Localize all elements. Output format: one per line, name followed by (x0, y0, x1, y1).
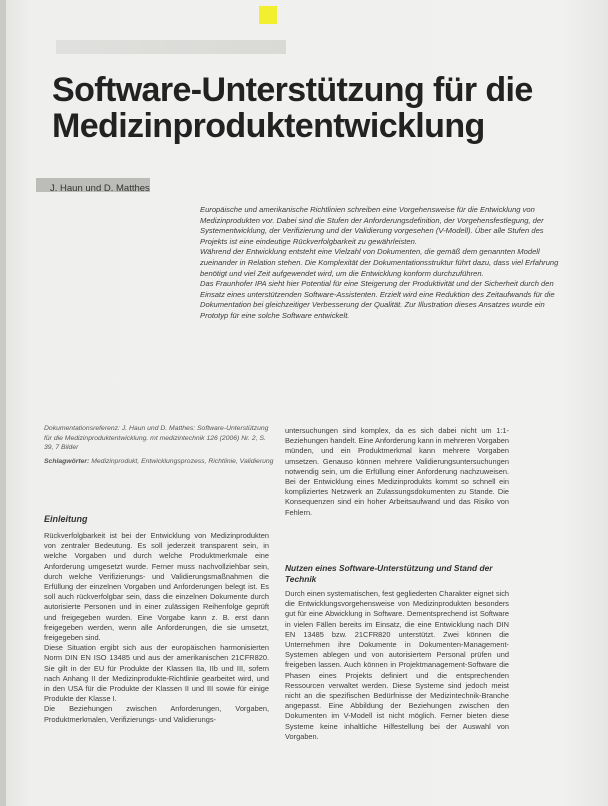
article-title (52, 72, 572, 144)
abstract (200, 205, 568, 322)
title-line-2: Medizinproduktentwicklung (52, 107, 485, 145)
keywords-line (44, 457, 274, 467)
body-paragraph: Die Beziehungen zwischen Anforderungen, Vorgaben, Produktmerkmalen, Verifizierungs- und Validierungs- (44, 704, 269, 724)
title-line-1: Software-Unterstützung für die (52, 71, 533, 109)
body-paragraph: Durch einen systematischen, fest gegliederten Charakter eignet sich die Entwicklungsvorgehensweise von Medizinprodukten besonders gut für eine Abwicklung in Software. Dementsprechend ist Software in vielen Fällen bereits im Einsatz, die eine Entwicklung nach DIN EN 13485 bzw. 21CFR820 unterstützt. Zwei können die Unternehmen ihre Dokumente in Dokumenten-Management-Systemen ablegen und von autorisiertem Personal prüfen und freigeben lassen. Auch können in Projektmanagement-Software die Phasen eines Projekts definiert und die entsprechenden Ressourcen verwaltet werden. Diese Systeme sind jedoch meist nicht an die spezifischen Bedürfnisse der Medizintechnik-Branche angepasst. Eine Abbildung der Beziehungen zwischen den Dokumenten im V-Modell ist nicht möglich. Ferner bieten diese Systeme keine inhaltliche Hilfestellung bei der Auswahl von Vorgaben. (285, 589, 509, 741)
section-kicker-bar (56, 40, 286, 54)
keywords-label: Schlagwörter: (44, 457, 90, 465)
body-paragraph: untersuchungen sind komplex, da es sich dabei nicht um 1:1-Beziehungen handelt. Eine Anforderung kann in mehreren Vorgaben münden, und ein Produktmerkmal kann mehrere Vorgaben umsetzen. Genauso können mehrere Validierungsuntersuchungen notwendig sein, um die Erfüllung einer Anforderung nachzuweisen. Bei der Entwicklung eines Medizinprodukts kommt so schnell ein kompliziertes Netzwerk an Zulassungsdokumenten zu Stande. Die Konsequenzen sind ein hoher Arbeitsaufwand und das Risiko von Fehlern. (285, 426, 509, 517)
body-paragraph: Rückverfolgbarkeit ist bei der Entwicklung von Medizinprodukten von zentraler Bedeutung. Es soll jederzeit transparent sein, in welche Vorgaben und durch welche Produktmerkmale eine Anforderung umgesetzt wurde. Ferner muss nachvollziehbar sein, durch welche Verifizierungs- und Validierungsmaßnahmen die Erfüllung der einzelnen Vorgaben und Anforderungen belegt ist. Es soll auch rückverfolgbar sein, dass die einzelnen Dokumente durch autorisierte Personen und in einer zulässigen Reihenfolge geprüft und freigegeben wurden. Eine Vorgabe kann z. B. erst dann freigegeben werden, wenn alle Anforderungen, die sie umsetzt, freigegeben sind. (44, 531, 269, 643)
section-kicker (56, 45, 62, 56)
author-bar (36, 178, 150, 192)
abstract-paragraph: Während der Entwicklung entsteht eine Vielzahl von Dokumenten, die gemäß dem genannten Modell zueinander in Relation stehen. Die Komplexität der Dokumentationsstruktur führt dazu, dass viel Erfahrung benötigt und viel Zeit aufgewendet wird, um die Entwicklung konform durchzuführen. (200, 247, 559, 278)
body-paragraph: Diese Situation ergibt sich aus der europäischen harmonisierten Norm DIN EN ISO 13485 und aus der amerikanischen 21CFR820. Sie gilt in der EU für Produkte der Klassen IIa, IIb und III, sofern nach Anhang II der Medizinprodukte-Richtlinie gearbeitet wird, und in den USA für die Produkte der Klassen II und III sowie für einige Produkte der Klasse I. (44, 643, 269, 704)
section-heading-benefits: Nutzen eines Software-Unterstützung und Stand der Technik (285, 563, 493, 584)
yellow-sticky-note (259, 6, 277, 24)
authors: J. Haun und D. Matthes (50, 183, 150, 194)
abstract-paragraph: Das Fraunhofer IPA sieht hier Potential für eine Steigerung der Produktivität und der Sicherheit durch den Einsatz eines unterstützenden Software-Assistenten. Erzielt wird eine Reduktion des Zeitaufwands für die Dokumentation bei gleichzeitiger Verbesserung der Qualität. Zur Illustration dieses Ansatzes wurde ein Prototyp für eine solche Software entwickelt. (200, 279, 555, 320)
body-column-left (44, 531, 269, 725)
reference-text: Dokumentationsreferenz: J. Haun und D. Matthes: Software-Unterstützung für die Medizinproduktentwicklung. mt medizintechnik 126 (2006) Nr. 2, S. 39, 7 Bilder (44, 425, 269, 452)
body-column-right-top (285, 426, 509, 518)
keywords: Medizinprodukt, Entwicklungsprozess, Richtlinie, Validierung (91, 457, 274, 465)
abstract-paragraph: Europäische und amerikanische Richtlinien schreiben eine Vorgehensweise für die Entwicklung von Medizinprodukten vor. Dabei sind die Stufen der Anforderungsdefinition, der Vorgehensfestlegung, der Systementwicklung, der Verifizierung und der Validierung vorgesehen (V-Modell). Über alle Stufen des Projekts ist eine eindeutige Rückverfolgbarkeit zu gewährleisten. (200, 205, 544, 246)
body-column-right-bottom (285, 589, 509, 742)
page-spine-shadow (0, 0, 6, 806)
document-reference (44, 424, 274, 470)
section-heading-introduction: Einleitung (44, 514, 88, 524)
